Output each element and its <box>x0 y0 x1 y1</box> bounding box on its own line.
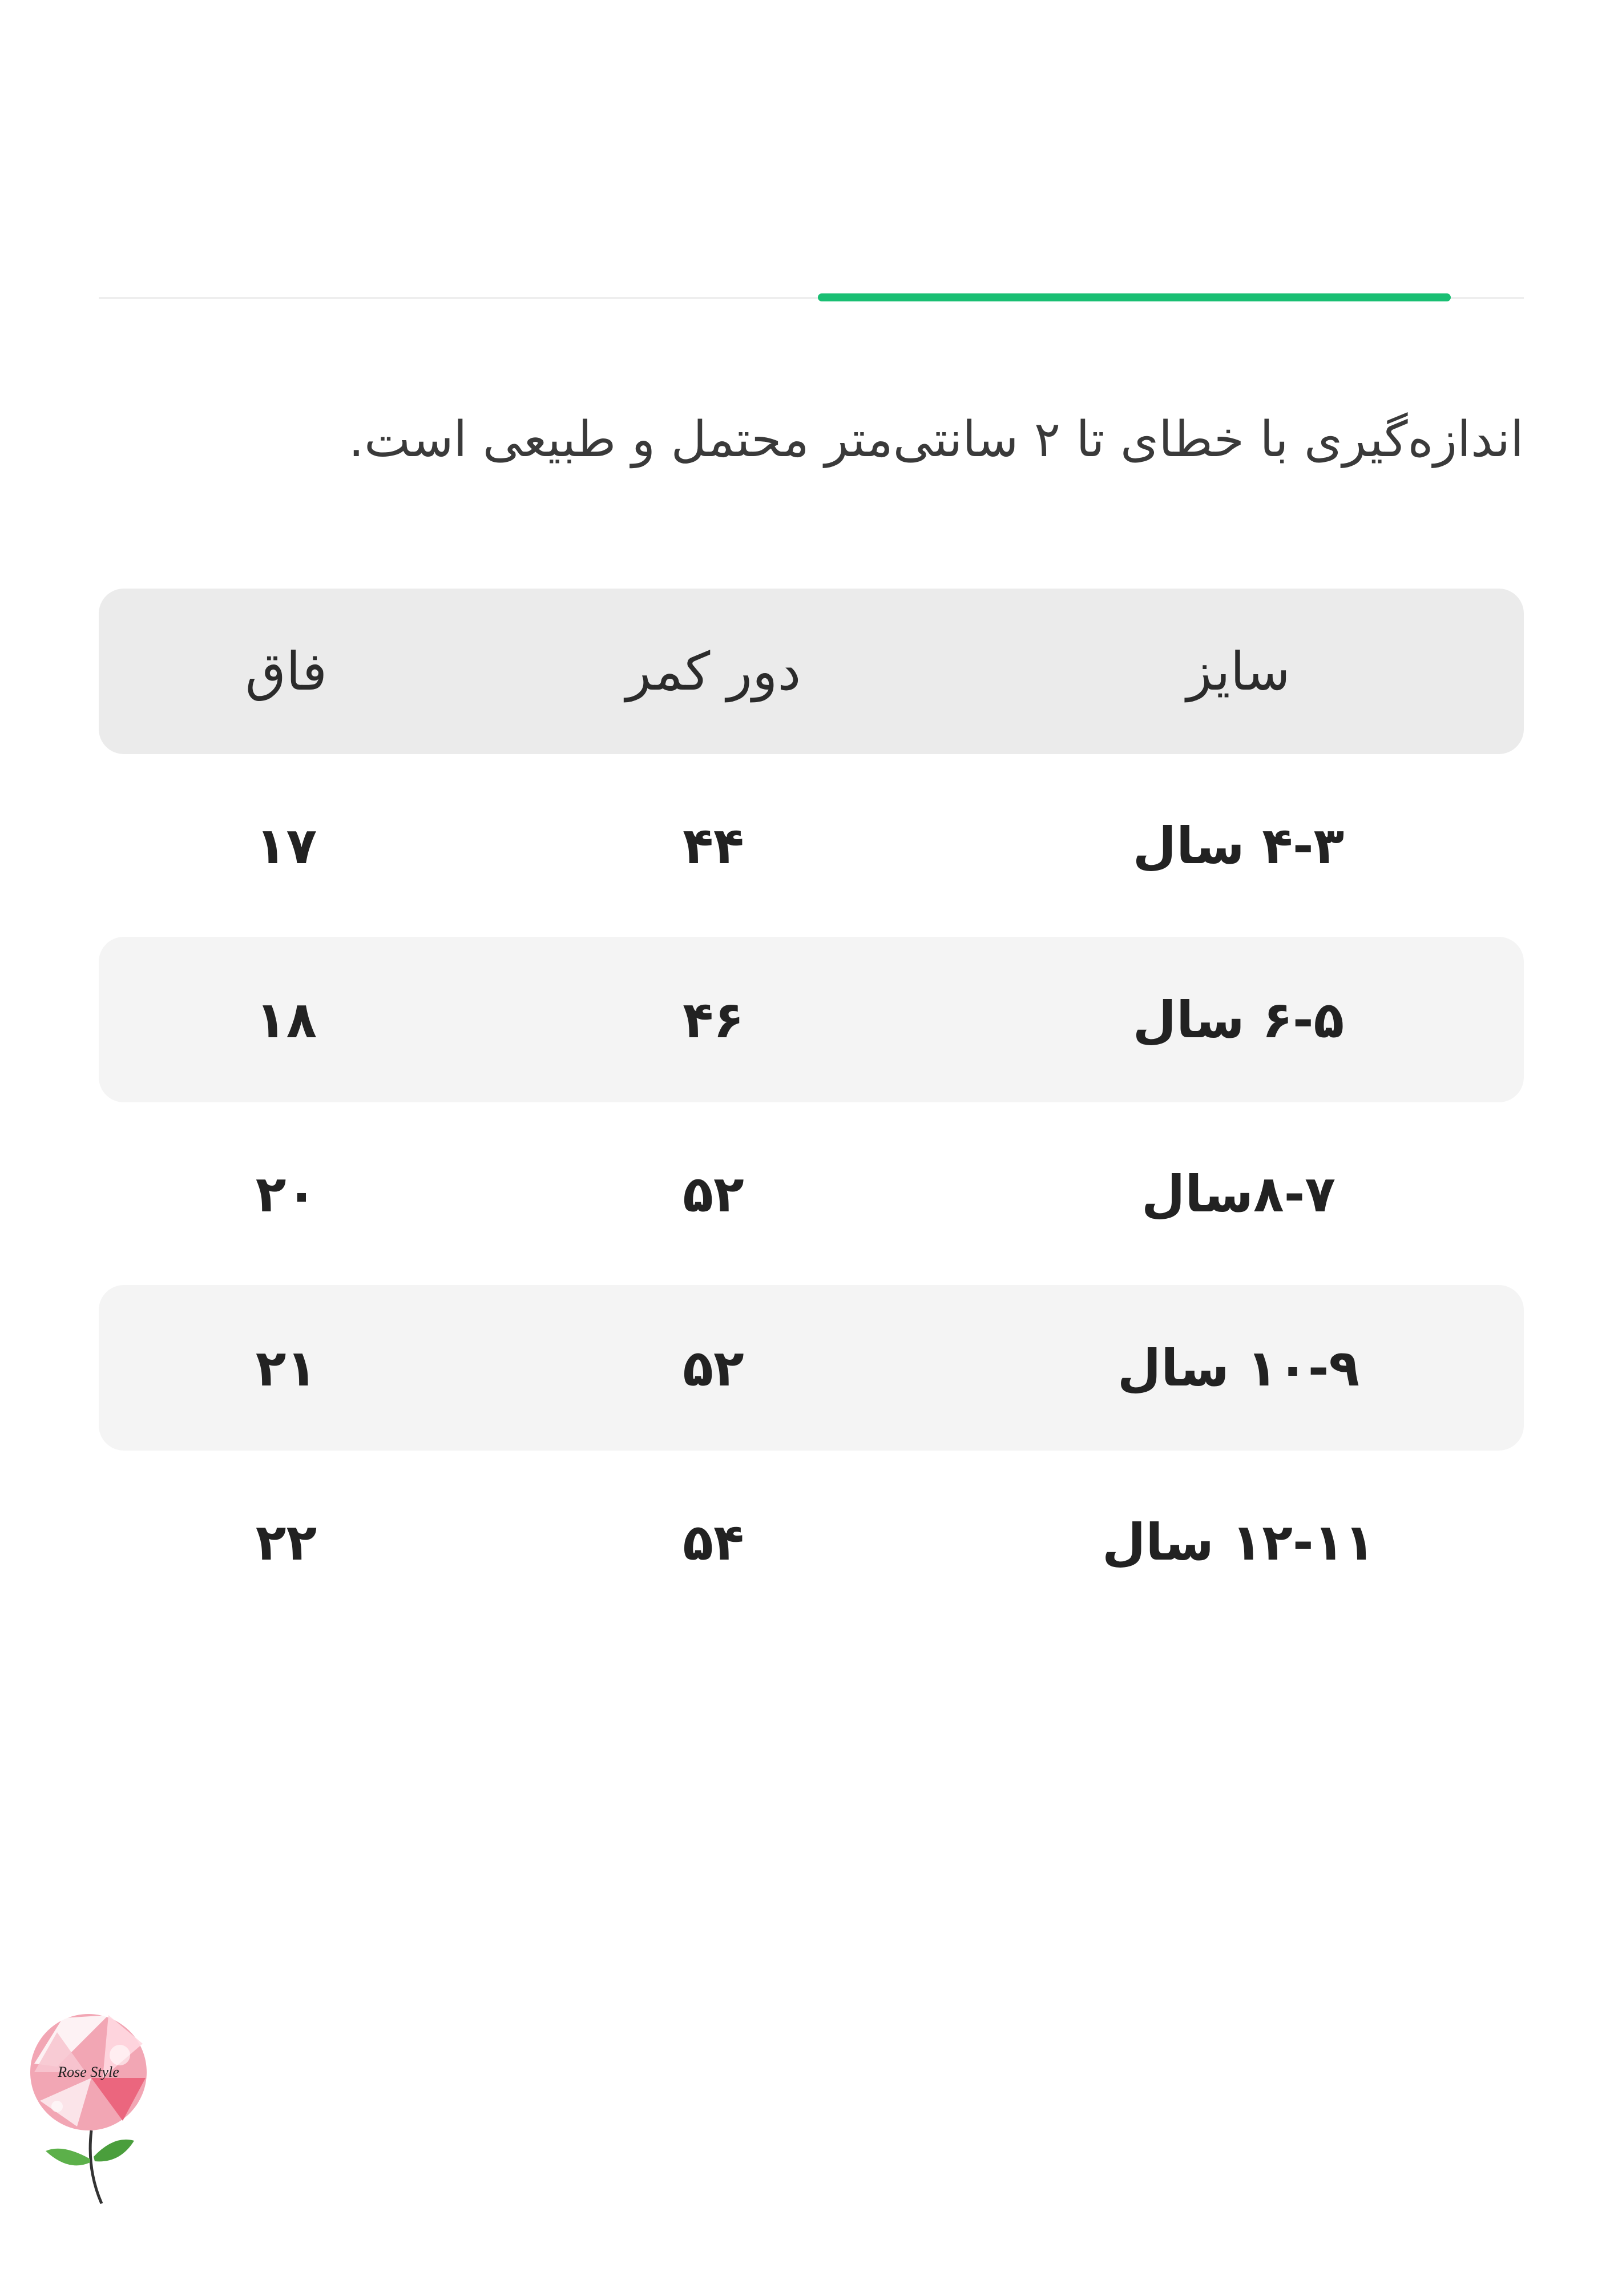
cell-inseam: ۲۱ <box>255 1338 317 1397</box>
cell-waist: ۵۲ <box>683 1164 744 1223</box>
header-inseam: فاق <box>245 641 328 702</box>
cell-size: ۸-۷سال <box>1141 1164 1335 1223</box>
cell-inseam: ۱۷ <box>255 816 317 875</box>
table-row <box>99 1111 1524 1276</box>
rose-style-logo <box>23 2009 160 2209</box>
cell-waist: ۵۲ <box>683 1338 744 1397</box>
logo-text: Rose Style <box>58 2064 119 2080</box>
header-waist: دور کمر <box>626 641 801 702</box>
cell-inseam: ۲۰ <box>255 1164 317 1223</box>
cell-size: ۱۰-۹ سال <box>1117 1338 1360 1397</box>
cell-inseam: ۱۸ <box>255 990 317 1049</box>
table-header-row <box>99 589 1524 754</box>
table-row <box>99 763 1524 928</box>
size-table <box>99 589 1524 1633</box>
cell-waist: ۴۴ <box>683 816 744 875</box>
cell-waist: ۴۶ <box>683 990 744 1049</box>
table-row <box>99 1459 1524 1625</box>
cell-size: ۱۲-۱۱ سال <box>1102 1512 1375 1572</box>
header-size: سایز <box>1187 641 1290 702</box>
cell-size: ۶-۵ سال <box>1132 990 1345 1049</box>
cell-inseam: ۲۲ <box>255 1512 317 1572</box>
cell-waist: ۵۴ <box>683 1512 744 1572</box>
table-row <box>99 1285 1524 1451</box>
active-tab-indicator <box>818 293 1451 301</box>
rose-icon <box>23 2009 160 2209</box>
table-row <box>99 937 1524 1102</box>
cell-size: ۴-۳ سال <box>1132 816 1345 875</box>
measurement-note: اندازه‌گیری با خطای تا ۲ سانتی‌متر محتمل و طبیعی است. <box>348 411 1524 468</box>
